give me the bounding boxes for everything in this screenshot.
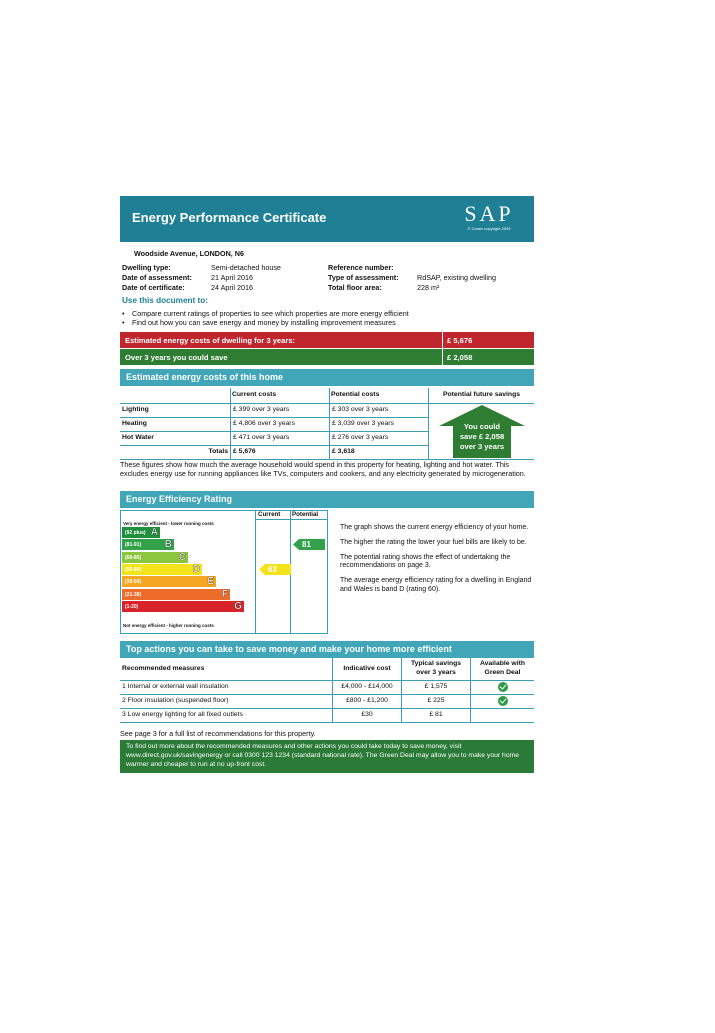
eer-band-range: (69-80) [125,554,142,561]
eer-top-note: Very energy efficient - lower running costs [123,521,214,526]
cost-row-label: Lighting [120,404,231,418]
assessment-date-label: Date of assessment: [122,273,192,282]
green-deal-check-icon [498,696,508,706]
costs-header: Potential costs [330,388,429,404]
eer-explanation [340,524,534,595]
property-address: Woodside Avenue, LONDON, N6 [134,249,244,258]
eer-text: The potential rating shows the effect of undertaking the recommendations on page 3. [340,553,511,570]
actions-header: Recommended measures [120,658,333,680]
page-title: Energy Performance Certificate [132,210,327,225]
assessment-type-label: Type of assessment: [328,273,399,282]
cost-potential: £ 276 over 3 years [330,432,429,446]
assessment-date-value: 21 April 2016 [211,273,253,282]
estimated-cost-value: £ 5,676 [447,336,473,345]
eer-band-c [122,552,188,563]
eer-potential-header: Potential [292,511,319,518]
dwelling-type-label: Dwelling type: [122,263,171,272]
eer-band-range: (21-38) [125,591,142,598]
eer-band-range: (81-91) [125,542,142,549]
cost-current: £ 4,806 over 3 years [231,418,330,432]
table-row [120,694,534,708]
actions-header: Available with Green Deal [471,658,535,680]
eer-current-header: Current [258,511,281,518]
measure-name: 1 Internal or external wall insulation [120,680,333,694]
costs-header: Potential future savings [429,388,535,404]
eer-band-letter: D [192,563,200,575]
measure-cost: £30 [333,708,402,722]
eer-band-letter: G [234,600,242,612]
table-row [120,708,534,722]
use-bullet: • Find out how you can save energy and money by installing improvement measures [122,318,396,327]
totals-label: Totals [120,446,231,460]
cost-potential: £ 3,039 over 3 years [330,418,429,432]
eer-band-range: (39-54) [125,579,142,586]
actions-header: Typical savings over 3 years [402,658,471,680]
measure-name: 2 Floor insulation (suspended floor) [120,694,333,708]
eer-band-letter: E [207,576,214,588]
eer-text: The graph shows the current energy efficiency of your home. [340,524,529,531]
certificate-date-label: Date of certificate: [122,283,185,292]
sap-logo [454,202,524,238]
eer-band-f [122,589,230,600]
eer-band-letter: B [164,539,172,551]
estimated-cost-bar [120,332,534,348]
green-deal-banner [120,740,534,773]
eer-band-d [122,564,202,575]
actions-section-title: Top actions you can take to save money and make your home more efficient [120,641,534,658]
totals-potential: £ 3,618 [330,446,429,460]
eer-bottom-note: Not energy efficient - higher running costs [123,623,214,628]
certificate-date-value: 24 April 2016 [211,283,253,292]
savings-arrow-line: over 3 years [459,442,505,451]
eer-section-title: Energy Efficiency Rating [120,491,534,508]
cost-current: £ 399 over 3 years [231,404,330,418]
savings-arrow-line: You could [463,422,501,431]
use-document-title: Use this document to: [122,296,208,305]
actions-header: Indicative cost [333,658,402,680]
dwelling-type-value: Semi-detached house [211,263,281,272]
floor-area-label: Total floor area: [328,283,382,292]
cost-row-label: Hot Water [120,432,231,446]
use-bullet: • Compare current ratings of properties to see which properties are more energy efficient [122,309,409,318]
actions-table [120,658,534,723]
savings-arrow [438,404,526,459]
measure-cost: £800 - £1,200 [333,694,402,708]
savings-value: £ 2,058 [447,353,473,362]
assessment-type-value: RdSAP, existing dwelling [417,273,496,282]
actions-note: See page 3 for a full list of recommendations for this property. [120,729,316,738]
eer-band-letter: F [221,588,228,600]
eer-band-e [122,576,216,587]
eer-band-range: (92 plus) [125,530,146,536]
floor-area-value: 228 m² [417,283,440,292]
reference-number-label: Reference number: [328,263,394,272]
estimated-cost-label: Estimated energy costs of dwelling for 3 years: [125,336,296,345]
savings-label: Over 3 years you could save [125,353,228,362]
eer-band-range: (55-68) [125,566,142,573]
costs-header: Current costs [231,388,330,404]
totals-current: £ 5,676 [231,446,330,460]
green-deal-check-icon [498,682,508,692]
green-deal-text: To find out more about the recommended measures and other actions you could take today to save money, visit www.direct.gov.uk/savingenergy or call 0300 123 1234 (standard national rate). The Green Deal may allow you to make your home warmer and cheaper to run at no up-front cost. [126,743,520,768]
table-row [120,680,534,694]
eer-band-letter: A [150,527,158,538]
savings-bar [120,349,534,365]
costs-note: These figures show how much the average household would spend in this property for heating, lighting and hot water. This excludes energy use for running appliances like TVs, computers and cookers, and any electricity generated by microgeneration. [120,460,526,478]
sap-logo-word: SAP [464,201,514,226]
cost-potential: £ 303 over 3 years [330,404,429,418]
costs-header [120,388,231,404]
epc-header [120,196,534,242]
costs-section-title: Estimated energy costs of this home [120,369,534,386]
eer-chart: Current Potential Very energy efficient - lower running costs (92 plus) A (81-91) B (69-80) C (55-68) D (39-54) E (21-38) F (1-20) G Not energy efficient - higher running costs 63 81 The graph shows the current energy efficiency of your home. The higher the rating the lower your fuel bills are likely to be. The potential rating shows the effect of undertaking the recommendations on page 3. The average energy efficiency rating for a dwelling in England and Wales is band D (rating 60). [120,510,534,634]
cost-current: £ 471 over 3 years [231,432,330,446]
eer-band-a [122,527,160,538]
eer-text: The average energy efficiency rating for a dwelling in England and Wales is band D (rating 60). [340,577,532,593]
measure-name: 3 Low energy lighting for all fixed outlets [120,708,333,722]
cost-row-label: Heating [120,418,231,432]
sap-logo-copyright: © Crown copyright 2009 [467,226,511,231]
eer-band-b [122,539,174,550]
eer-band-g [122,601,244,612]
measure-cost: £4,000 - £14,000 [333,680,402,694]
measure-saving: £ 81 [402,708,471,722]
measure-saving: £ 1,575 [402,680,471,694]
savings-arrow-line: save £ 2,058 [459,432,505,441]
eer-text: The higher the rating the lower your fuel bills are likely to be. [340,538,527,546]
eer-band-letter: C [178,551,186,563]
measure-saving: £ 225 [402,694,471,708]
eer-band-range: (1-20) [125,603,139,610]
